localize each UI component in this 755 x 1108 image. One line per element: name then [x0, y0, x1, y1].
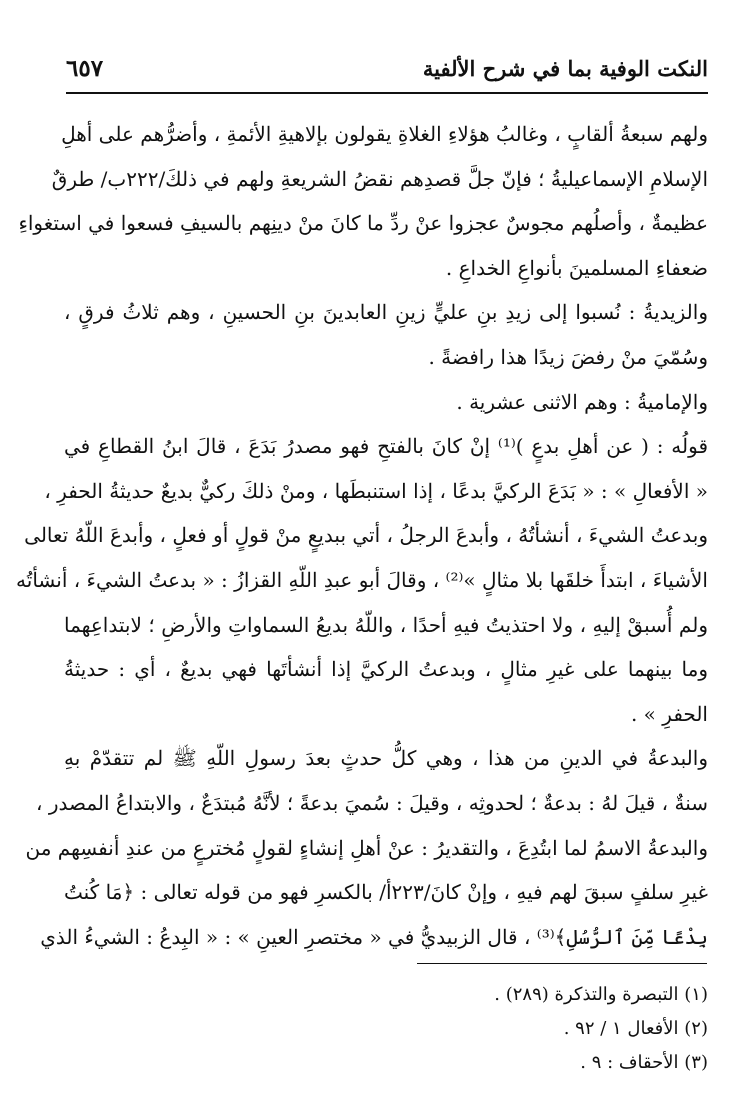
footnote: (٢) الأفعال ١ / ٩٢ . [563, 1018, 708, 1039]
text-line: وبدعتُ الشيءَ ، أنشأتُهُ ، وأبدعَ الرجلُ ، أتي ببديعٍ منْ قولٍ أو فعلٍ ، وأبدعَ اللّهُ تعالى [24, 523, 708, 548]
text-line: وما بينهما على غيرِ مثالٍ ، وبدعتُ الركيَّ إذا أنشأتَها فهي بديعٌ ، أي : حديثةُ [64, 657, 708, 682]
text-line: « الأفعالِ » : « بَدَعَ الركيَّ بدعًا ، إذا استنبطَها ، ومنْ ذلكَ ركيٌّ بديعٌ حديثةُ الحفرِ ، [44, 478, 708, 503]
text-line: الحفرِ » . [630, 701, 708, 726]
page-number: ٦٥٧ [66, 54, 104, 82]
text-line: والزيديةُ : نُسبوا إلى زيدِ بنِ عليٍّ زينِ العابدينَ بنِ الحسينِ ، وهم ثلاثُ فرقٍ ، [64, 300, 708, 325]
text-line: ولهم سبعةُ ألقابٍ ، وغالبُ هؤلاءِ الغلاةِ يقولون بإلاهيةِ الأئمةِ ، وأضرُّهم على أهلِ [61, 122, 708, 146]
text-line: ولم أُسبقْ إليهِ ، ولا احتذيتُ فيهِ أحدًا ، واللّهُ بديعُ السماواتِ والأرضِ ؛ لابتداعِهما [64, 612, 708, 637]
text-line: والبدعةُ الاسمُ لما ابتُدِعَ ، والتقديرُ : عنْ أهلِ إنشاءٍ لقولٍ مُخترعٍ من عندِ أنفسِهم من [25, 835, 708, 860]
text-line: والإماميةُ : وهم الاثنى عشرية . [456, 389, 708, 414]
running-header [66, 48, 708, 88]
text-line: غيرِ سلفٍ سبقَ لهم فيهِ ، وإنْ كانَ/٢٢٣أ/ بالكسرِ فهو من قوله تعالى : ﴿مَا كُنتُ [64, 880, 708, 905]
header-divider [66, 92, 708, 94]
footnote: (١) التبصرة والتذكرة (٢٨٩) . [494, 984, 708, 1005]
text-line: عظيمةٌ ، وأصلُهم مجوسٌ عجزوا عنْ ردِّ ما كانَ منْ دينِهم بالسيفِ فسعوا في استغواءِ [18, 211, 708, 236]
footnotes [200, 978, 708, 1080]
footnote-divider [417, 963, 707, 964]
book-title: النكت الوفية بما في شرح الألفية [422, 55, 708, 81]
text-line: ضعفاءِ المسلمينَ بأنواعِ الخداعِ . [445, 255, 708, 280]
text-line: الإسلامِ الإسماعيليةُ ؛ فإنّ جلَّ قصدِهم نقضُ الشريعةِ ولهم في ذلكَ/٢٢٢ب/ طرقٌ [51, 166, 708, 191]
text-line: الأشياءَ ، ابتدأَ خلقَها بلا مثالٍ »⁽²⁾ ، وقالَ أبو عبدِ اللّهِ القزازُ : « بدعتُ الشيءَ ، أنشأتُه [16, 567, 708, 592]
body-text [16, 112, 709, 959]
text-line: وسُمّيَ منْ رفضَ زيدًا هذا رافضةً . [428, 344, 708, 369]
footnote: (٣) الأحقاف : ٩ . [580, 1052, 708, 1073]
text-line: قولُه : ( عن أهلِ بدعٍ )⁽¹⁾ إنْ كانَ بالفتحِ فهو مصدرُ بَدَعَ ، قالَ ابنُ القطاعِ في [64, 434, 709, 459]
text-line: والبدعةُ في الدينِ من هذا ، وهي كلُّ حدثٍ بعدَ رسولِ اللّهِ ﷺ لم تتقدّمْ بهِ [64, 746, 708, 771]
text-line: سنةٌ ، قيلَ لهُ : بدعةٌ ؛ لحدوثِه ، وقيلَ : سُميَ بدعةً ؛ لأنَّهُ مُبتدَعٌ ، والابتداعُ المصدر ، [36, 790, 708, 815]
text-line: بِدْعًا مِّنَ ٱلرُّسُلِ﴾⁽³⁾ ، قال الزبيديُّ في « مختصرِ العينِ » : « البِدعُ : الشيءُ الذي [40, 924, 708, 949]
